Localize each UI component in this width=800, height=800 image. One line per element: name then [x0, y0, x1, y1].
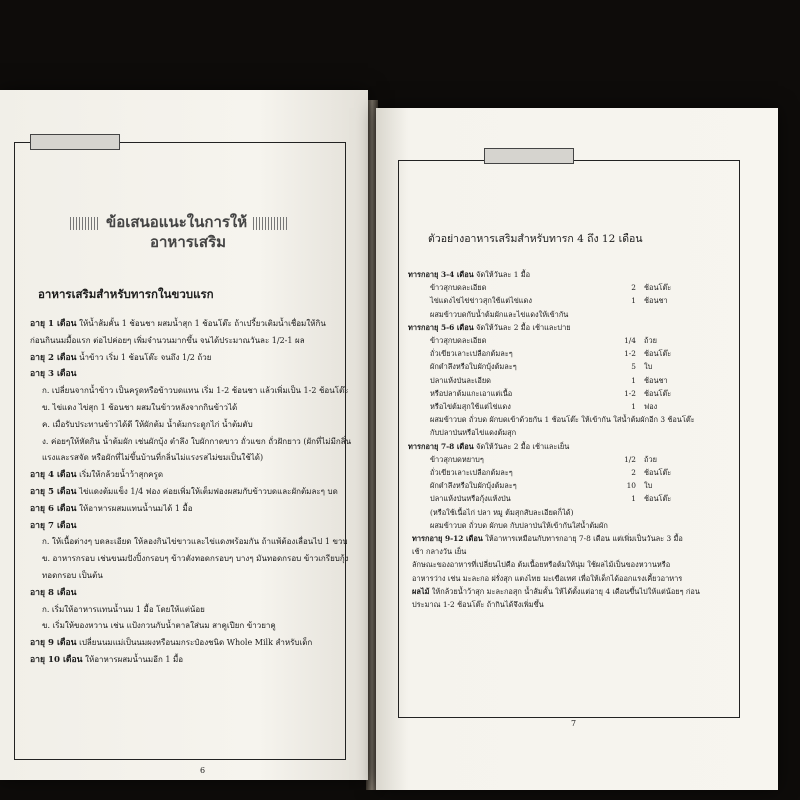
ingredient-unit: ใบ	[644, 362, 653, 372]
hatch-decoration	[70, 217, 100, 230]
line-text: ให้อาหารผสมน้ำนมอีก 1 มื้อ	[82, 654, 184, 664]
ingredient-unit: ถ้วย	[644, 454, 657, 464]
group-schedule: จัดให้วันละ 2 มื้อ เช้าและบ่าย	[473, 322, 571, 332]
ingredient-name: ข้าวสุกบดละเอียด	[430, 283, 487, 293]
text-line	[408, 532, 700, 545]
age-label: อายุ 3 เดือน	[30, 369, 77, 380]
line-text: แรงและรสจัด หรือผักที่ไม่ขึ้นบ้านที่กลิ่นไม่แรงรสไม่ขมเป็นใช้ได้)	[42, 453, 264, 463]
recipe-item	[408, 400, 700, 413]
group-heading	[408, 268, 700, 281]
text-line	[408, 585, 700, 598]
ingredient-name: ผสมข้าวบดกับน้ำต้มผักและไข่แดงให้เข้ากัน	[430, 309, 569, 319]
age-label: อายุ 4 เดือน	[30, 470, 77, 481]
text-line	[30, 450, 351, 467]
recipe-item	[408, 492, 700, 505]
ingredient-unit: ช้อนโต๊ะ	[644, 468, 672, 478]
ingredient-name: ข้าวสุกบดหยาบๆ	[430, 454, 484, 464]
group-heading	[408, 321, 700, 334]
text-line	[30, 400, 351, 417]
recipe-note: กับปลาป่นหรือไข่แดงต้มสุก	[430, 428, 517, 438]
ingredient-unit: ช้อนโต๊ะ	[644, 388, 672, 398]
text-line	[408, 572, 700, 585]
line-text: ค. เมื่อรับประทานข้าวได้ดี ให้ผักต้ม น้ำต้มกระดูกไก่ น้ำต้มตับ	[42, 419, 253, 429]
line-text: ไข่แดงต้มแข็ง 1/4 ฟอง ค่อยเพิ่มให้เต็มฟองผสมกับข้าวบดและผักต้มละๆ บด	[76, 486, 338, 496]
age-label: อายุ 7 เดือน	[30, 520, 77, 531]
section-title-line1: ข้อเสนอแนะในการให้	[106, 213, 248, 231]
line-text: ให้อาหารผสมแทนน้ำนมได้ 1 มื้อ	[76, 503, 193, 513]
text-line	[30, 501, 351, 518]
text-line	[30, 366, 351, 383]
subheading: อาหารเสริมสำหรับทารกในขวบแรก	[38, 287, 214, 301]
line-text: ทอดกรอบ เป็นต้น	[42, 570, 103, 580]
text-line	[408, 545, 700, 558]
line-text: ลักษณะของอาหารที่เปลี่ยนไปคือ ต้มเนื้อยหรือต้มให้นุ่ม ใช้ผลไม้เป็นของหวานหรือ	[412, 560, 671, 570]
ingredient-unit	[644, 308, 684, 321]
ingredient-qty: 1/4	[624, 336, 636, 346]
ingredient-unit: ถ้วย	[644, 336, 657, 346]
section-title	[70, 212, 310, 252]
text-line	[30, 551, 351, 568]
group-schedule: จัดให้วันละ 2 มื้อ เช้าและเย็น	[473, 441, 570, 451]
group-heading	[408, 440, 700, 453]
age-label: อายุ 5 เดือน	[30, 486, 77, 497]
ingredient-unit: ช้อนโต๊ะ	[644, 283, 672, 293]
recipe-item	[408, 281, 700, 294]
recipe-item	[408, 374, 700, 387]
text-line	[30, 534, 351, 551]
left-page-tab	[30, 134, 120, 150]
age-group-label: ทารกอายุ 3-4 เดือน	[408, 270, 474, 279]
ingredient-qty	[608, 308, 644, 321]
ingredient-name: ปลาแห้งป่นหรือกุ้งแห้งป่น	[430, 494, 511, 504]
age-label: อายุ 1 เดือน	[30, 319, 77, 329]
ingredient-qty: 2	[631, 283, 636, 293]
recipe-note: ผสมข้าวบด ถั่วบด ผักบด กับปลาป่นให้เข้ากันใส่น้ำต้มผัก	[430, 520, 608, 530]
recipe-item	[408, 387, 700, 400]
text-line	[30, 602, 351, 619]
recipe-item	[408, 466, 700, 479]
ingredient-name: ถั่วเขียวเลาะเปลือกต้มละๆ	[430, 349, 513, 359]
text-line	[30, 635, 351, 652]
hatch-decoration	[253, 217, 287, 230]
ingredient-unit: ช้อนชา	[644, 375, 668, 385]
line-text: ประมาณ 1-2 ช้อนโต๊ะ ถ้ากินได้จึงเพิ่มขึ้น	[412, 600, 544, 610]
text-line	[30, 350, 351, 367]
ingredient-name: ผักตำลึงหรือใบผักบุ้งต้มละๆ	[430, 362, 517, 372]
age-label: อายุ 8 เดือน	[30, 587, 77, 598]
age-label: อายุ 6 เดือน	[30, 503, 77, 514]
bold-label: ทารกอายุ 9-12 เดือน	[412, 534, 483, 544]
ingredient-qty: 1	[631, 494, 636, 504]
ingredient-qty: 1/2	[624, 454, 636, 464]
line-text: น้ำข้าว เริ่ม 1 ช้อนโต๊ะ จนถึง 1/2 ถ้วย	[76, 352, 212, 362]
ingredient-name: หรือปลาต้มแกะเอาแต่เนื้อ	[430, 388, 513, 398]
ingredient-name: ไข่แดงไข่ไข่ข่าวสุกใช้แต่ไข่แดง	[430, 296, 532, 306]
recipe-item	[408, 308, 700, 321]
text-line	[30, 585, 351, 602]
line-text: ก่อนกินนมมื้อแรก ต่อไปค่อยๆ เพิ่มจำนวนมากขึ้น จนได้ประมาณวันละ 1/2-1 ผล	[30, 335, 305, 345]
line-text: ข. อาหารกรอบ เช่นขนมปังปิ้งกรอบๆ ข้าวตังทอดกรอบๆ บางๆ มันทอดกรอบ ข้าวเกรียบกุ้ง	[42, 554, 349, 564]
right-page-tab	[484, 148, 574, 164]
page-number-right: 7	[571, 719, 577, 728]
recipe-item	[408, 334, 700, 347]
recipe-item	[408, 453, 700, 466]
recipe-item	[408, 347, 700, 360]
right-body-text	[408, 268, 700, 611]
ingredient-qty: 2	[631, 468, 636, 478]
text-line	[30, 316, 351, 333]
line-text: อาหารว่าง เช่น มะละกอ ฝรั่งสุก แตงไทย มะเขือเทศ เพื่อให้เด็กได้ออกแรงเคี้ยวอาหาร	[412, 573, 683, 583]
line-text: ก. ให้เนื้อต่างๆ บดละเอียด ให้ลองกินไข่ขาวและไข่แดงพร้อมกัน ถ้าแพ้ต้องเลื่อนไป 1 ขวบ	[42, 537, 348, 547]
recipe-item	[408, 360, 700, 373]
ingredient-qty: 1	[631, 375, 636, 385]
age-label: อายุ 9 เดือน	[30, 638, 77, 649]
left-body-text	[30, 316, 351, 669]
text-line	[408, 558, 700, 571]
recipe-note: ผสมข้าวบด ถั่วบด ผักบดเข้าด้วยกัน 1 ช้อนโต๊ะ ให้เข้ากัน ใส่น้ำต้มผักอีก 3 ช้อนโต๊ะ	[430, 415, 695, 425]
line-text: ก. เปลี่ยนจากน้ำข้าว เป็นครูดหรือข้าวบดแทน เริ่ม 1-2 ช้อนชา แล้วเพิ่มเป็น 1-2 ช้อนโต๊ะ	[42, 386, 349, 396]
ingredient-unit: ช้อนโต๊ะ	[644, 349, 672, 359]
recipe-note: (หรือใช้เนื้อไก่ ปลา หมู ต้มสุกสับละเอียดก็ได้)	[430, 507, 574, 517]
line-text: ข. ไข่แดง ไข่สุก 1 ช้อนชา ผสมในข้าวหลังจากกินข้าวได้	[42, 402, 238, 412]
line-text: ก. เริ่มให้อาหารแทนน้ำนม 1 มื้อ โดยให้แต่น้อย	[42, 604, 205, 614]
line-text: ให้กล้วยน้ำว้าสุก มะละกอสุก น้ำส้มคั้น ให้ได้ตั้งแต่อายุ 4 เดือนขึ้นไปให้แต่น้อยๆ ก่อน	[429, 586, 700, 596]
section-title-line2: อาหารเสริม	[150, 233, 227, 251]
ingredient-qty: 1-2	[624, 388, 636, 398]
text-line	[30, 434, 351, 451]
recipe-item	[408, 294, 700, 307]
text-line	[30, 383, 351, 400]
ingredient-unit: ใบ	[644, 481, 653, 491]
ingredient-unit: ช้อนชา	[644, 296, 668, 306]
age-label: อายุ 10 เดือน	[30, 654, 83, 665]
group-schedule: จัดให้วันละ 1 มื้อ	[473, 270, 531, 279]
right-page-title: ตัวอย่างอาหารเสริมสำหรับทารก 4 ถึง 12 เดือน	[428, 233, 643, 245]
ingredient-qty: 5	[631, 362, 636, 372]
ingredient-qty: 1-2	[624, 349, 636, 359]
line-text: ง. ค่อยๆให้หัดกิน น้ำต้มผัก เช่นผักบุ้ง ตำลึง ใบผักกาดขาว ถั่วแขก ถั่วฝักยาว (ผักที่ไม่มีกลิ่น	[42, 436, 352, 446]
ingredient-name: หรือไข่ต้มสุกใช้แต่ไข่แดง	[430, 402, 511, 412]
text-line	[30, 618, 351, 635]
text-line	[30, 518, 351, 535]
text-line	[30, 417, 351, 434]
left-page	[0, 90, 368, 780]
age-group-label: ทารกอายุ 7-8 เดือน	[408, 441, 474, 451]
right-page	[376, 108, 778, 790]
line-text: เปลี่ยนนมแม่เป็นนมผงหรือนมกระป๋องชนิด Whole Milk สำหรับเด็ก	[76, 638, 313, 648]
text-line	[30, 652, 351, 669]
line-text: เริ่มให้กล้วยน้ำว้าสุกครูด	[76, 470, 164, 480]
ingredient-qty: 10	[626, 481, 636, 491]
ingredient-name: ข้าวสุกบดละเอียด	[430, 336, 487, 346]
line-text: ข. เริ่มให้ของหวาน เช่น แป้งกวนกับน้ำตาลใส่นม สาคูเปียก ข้าวยาคู	[42, 621, 276, 631]
ingredient-name: ผักตำลึงหรือใบผักบุ้งต้มละๆ	[430, 481, 517, 491]
ingredient-qty: 1	[631, 402, 636, 412]
age-label: อายุ 2 เดือน	[30, 352, 77, 363]
ingredient-unit: ฟอง	[644, 402, 658, 412]
age-group-label: ทารกอายุ 5-6 เดือน	[408, 322, 474, 332]
ingredient-name: ปลาแห้งป่นละเอียด	[430, 375, 491, 385]
text-line	[30, 333, 351, 350]
page-number-left: 6	[200, 766, 206, 775]
line-text: เช้า กลางวัน เย็น	[412, 547, 467, 557]
ingredient-name: ถั่วเขียวเลาะเปลือกต้มละๆ	[430, 468, 513, 478]
ingredient-unit: ช้อนโต๊ะ	[644, 494, 672, 504]
text-line	[30, 467, 351, 484]
line-text: ให้อาหารเหมือนกับทารกอายุ 7-8 เดือน แต่เพิ่มเป็นวันละ 3 มื้อ	[482, 534, 683, 544]
recipe-item	[408, 479, 700, 492]
line-text: ให้น้ำส้มคั้น 1 ช้อนชา ผสมน้ำสุก 1 ช้อนโต๊ะ ถ้าเปรี้ยวเติมน้ำเชื่อมให้กิน	[76, 319, 326, 328]
text-line	[408, 598, 700, 611]
text-line	[30, 568, 351, 585]
bold-label: ผลไม้	[412, 586, 430, 596]
ingredient-qty: 1	[631, 296, 636, 306]
text-line	[30, 484, 351, 501]
